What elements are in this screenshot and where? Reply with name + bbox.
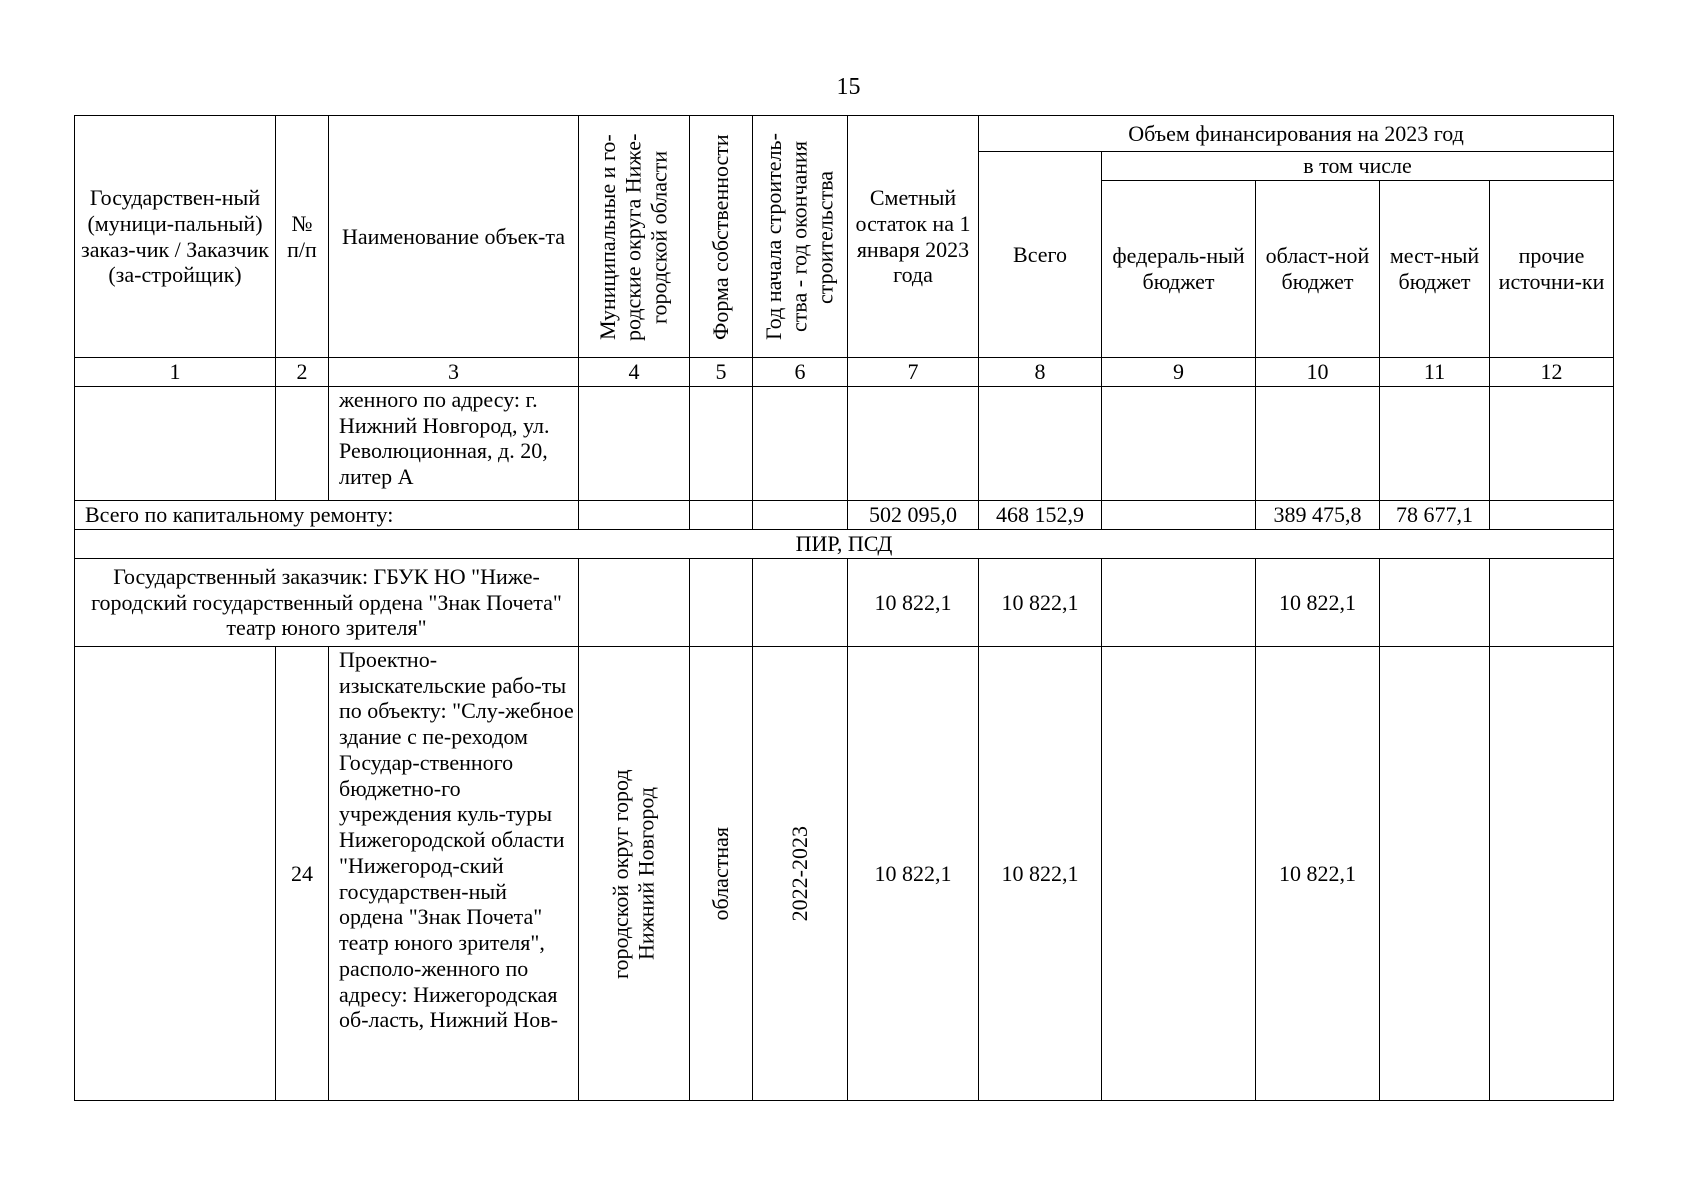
header-object-name: Наименование объек-та: [329, 116, 579, 358]
customer-balance: 10 822,1: [848, 559, 979, 647]
header-funding-title: Объем финансирования на 2023 год: [979, 116, 1614, 152]
header-years: [753, 116, 848, 358]
column-number: 10: [1256, 358, 1380, 387]
item-24-object-name: Проектно-изыскательские рабо-ты по объекту: "Слу-жебное здание с пе-реходом Государ-ственного бюджетно-го учреждения куль-туры Нижегородской области "Нижегород-ский государствен-ный ордена "Знак Почета" театр юного зрителя", располо-женного по адресу: Нижегородская об-ласть, Нижний Нов-: [329, 647, 579, 1101]
item-24-years: [753, 647, 848, 1101]
header-num: № п/п: [276, 116, 329, 358]
header-local: мест-ный бюджет: [1380, 181, 1490, 358]
header-total: Всего: [979, 152, 1102, 358]
header-balance: Сметный остаток на 1 января 2023 года: [848, 116, 979, 358]
header-other: прочие источни-ки: [1490, 181, 1614, 358]
item-24-ownership: [690, 647, 753, 1101]
continuation-object-name: женного по адресу: г. Нижний Новгород, ул. Революционная, д. 20, литер А: [329, 387, 579, 501]
customer-total: 10 822,1: [979, 559, 1102, 647]
column-number: 8: [979, 358, 1102, 387]
table-row-section: [75, 530, 1614, 559]
item-24-municipal-text: городской округ город Нижний Новгород: [608, 768, 659, 979]
item-24-num: 24: [276, 647, 329, 1101]
section-title: ПИР, ПСД: [75, 530, 1614, 559]
header-years-text: Год начала строитель-ства - год окончания строительства: [761, 133, 838, 340]
header-regional: област-ной бюджет: [1256, 181, 1380, 358]
column-number: 1: [75, 358, 276, 387]
capital-repair-local: 78 677,1: [1380, 501, 1490, 530]
header-including: в том числе: [1102, 152, 1614, 181]
column-numbers-row: [75, 358, 1614, 387]
capital-repair-total-label: Всего по капитальному ремонту:: [75, 501, 579, 530]
table-row-capital-repair-total: [75, 501, 1614, 530]
column-number: 9: [1102, 358, 1256, 387]
header-ownership: [690, 116, 753, 358]
header-municipal-text: Муниципальные и го-родские округа Ниже-городской области: [595, 132, 672, 341]
funding-table: [74, 115, 1614, 1101]
customer-label: Государственный заказчик: ГБУК НО "Ниже-городский государственный ордена "Знак Почета" театр юного зрителя": [75, 559, 579, 647]
header-ownership-text: Форма собственности: [708, 133, 734, 340]
column-number: 2: [276, 358, 329, 387]
table-row-customer: [75, 559, 1614, 647]
table-row-item-24: [75, 647, 1614, 1101]
item-24-ownership-text: областная: [708, 826, 734, 921]
item-24-municipal: [579, 647, 690, 1101]
item-24-total: 10 822,1: [979, 647, 1102, 1101]
item-24-regional: 10 822,1: [1256, 647, 1380, 1101]
table-row-continuation: [75, 387, 1614, 501]
column-number: 11: [1380, 358, 1490, 387]
column-number: 3: [329, 358, 579, 387]
item-24-balance: 10 822,1: [848, 647, 979, 1101]
capital-repair-regional: 389 475,8: [1256, 501, 1380, 530]
item-24-years-text: 2022-2023: [787, 825, 813, 922]
column-number: 6: [753, 358, 848, 387]
capital-repair-total: 468 152,9: [979, 501, 1102, 530]
header-federal: федераль-ный бюджет: [1102, 181, 1256, 358]
column-number: 12: [1490, 358, 1614, 387]
header-customer: Государствен-ный (муници-пальный) заказ-чик / Заказчик (за-стройщик): [75, 116, 276, 358]
column-number: 7: [848, 358, 979, 387]
column-number: 4: [579, 358, 690, 387]
column-number: 5: [690, 358, 753, 387]
capital-repair-balance: 502 095,0: [848, 501, 979, 530]
page-number: 15: [836, 74, 861, 100]
customer-regional: 10 822,1: [1256, 559, 1380, 647]
header-municipal: [579, 116, 690, 358]
